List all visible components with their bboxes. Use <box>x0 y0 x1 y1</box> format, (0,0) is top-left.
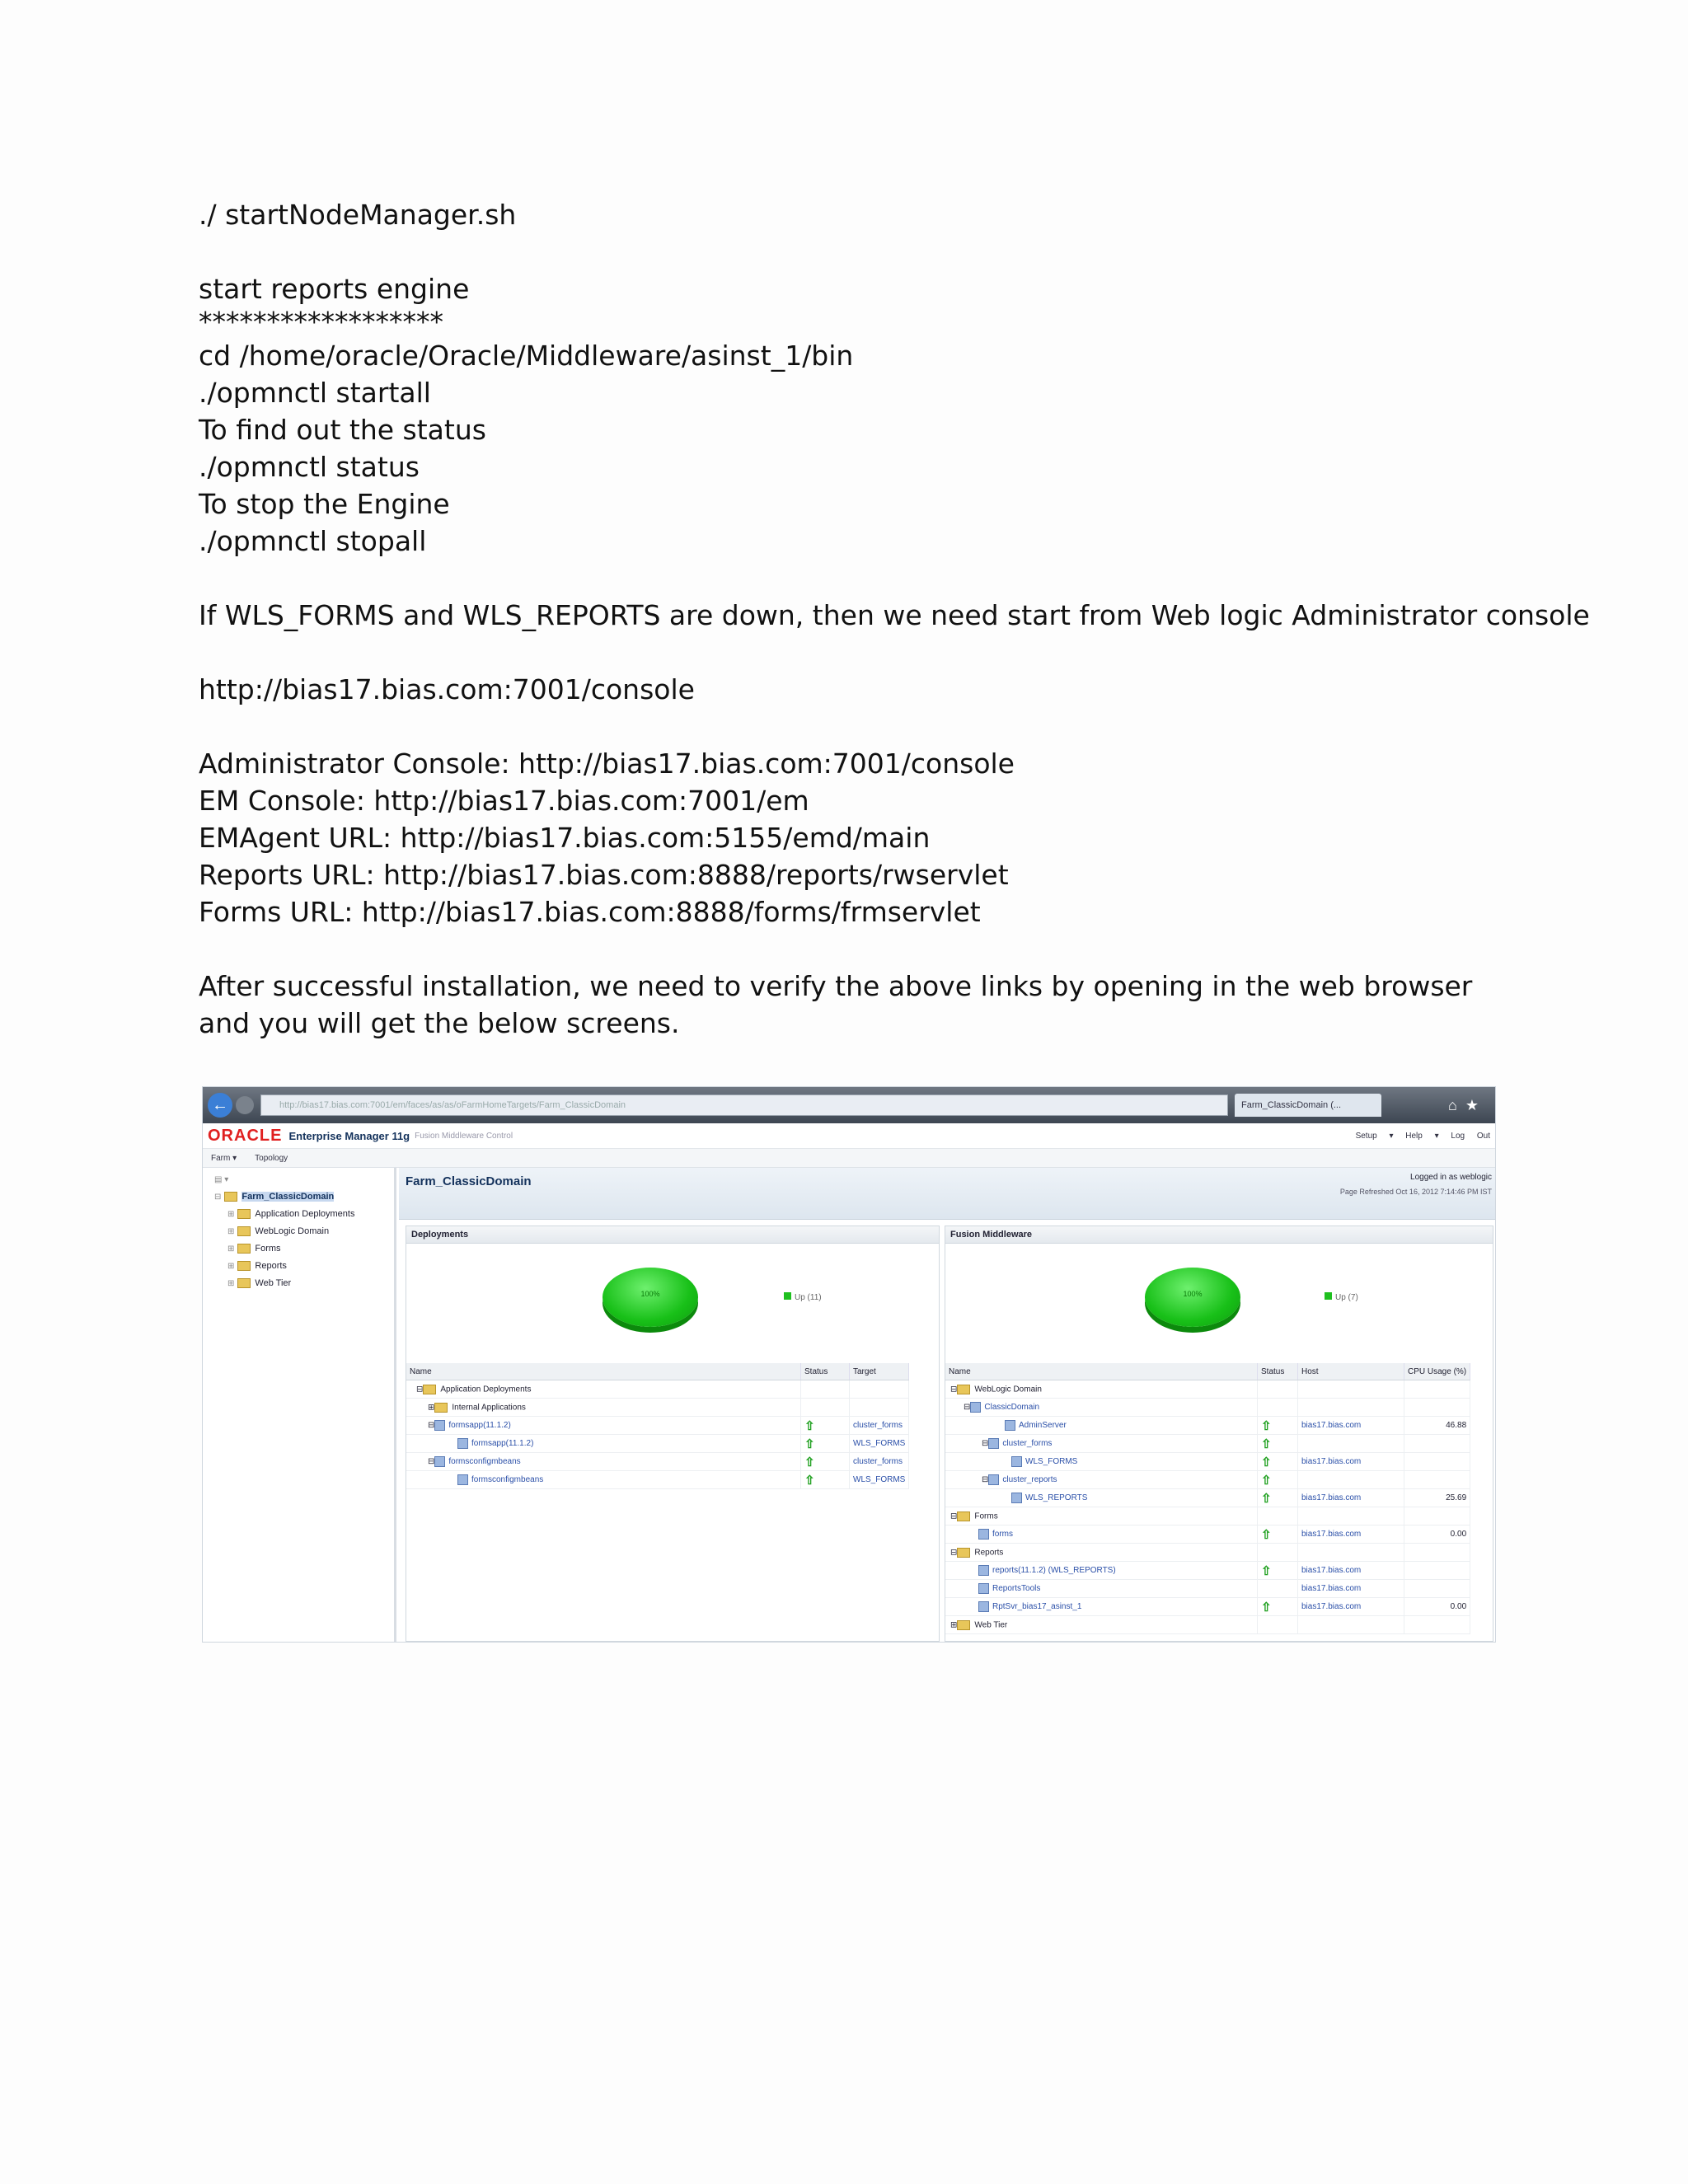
nav-root-icon: ▤ ▾ <box>214 1175 229 1184</box>
table-row[interactable]: AdminServer ⇧ bias17.bias.com 46.88 <box>945 1417 1470 1435</box>
browser-bar <box>203 1087 1495 1123</box>
nav-item[interactable]: ⊞ Reports <box>227 1261 287 1271</box>
nav-item[interactable]: ⊞ Forms <box>227 1244 281 1254</box>
oracle-logo: ORACLE <box>208 1126 283 1145</box>
target-navigation <box>203 1168 396 1642</box>
console-link[interactable]: http://bias17.bias.com:7001/console <box>199 673 695 705</box>
text-line: If WLS_FORMS and WLS_REPORTS are down, then we need start from Web logic Administrator console <box>199 599 1590 631</box>
table-row[interactable]: forms ⇧ bias17.bias.com 0.00 <box>945 1526 1470 1544</box>
deployments-panel <box>406 1226 940 1642</box>
table-row[interactable]: ⊟ formsapp(11.1.2) ⇧ cluster_forms <box>406 1417 909 1435</box>
table-row[interactable]: WLS_REPORTS ⇧ bias17.bias.com 25.69 <box>945 1489 1470 1507</box>
product-title: Enterprise Manager 11g <box>288 1129 410 1142</box>
browser-tab[interactable]: Farm_ClassicDomain (... <box>1235 1094 1381 1117</box>
col-header: Host <box>1298 1363 1404 1380</box>
text-line: ./opmnctl status <box>199 451 420 483</box>
nav-item[interactable]: ⊞ Web Tier <box>227 1278 292 1288</box>
table-row[interactable]: reports(11.1.2) (WLS_REPORTS) ⇧ bias17.bias.com <box>945 1562 1470 1580</box>
text-line: Reports URL: http://bias17.bias.com:8888/reports/rwservlet <box>199 859 1009 891</box>
table-row[interactable]: RptSvr_bias17_asinst_1 ⇧ bias17.bias.com 0.00 <box>945 1598 1470 1616</box>
table-row[interactable]: ⊟ WebLogic Domain <box>945 1380 1470 1399</box>
refresh-time: Page Refreshed Oct 16, 2012 7:14:46 PM IST <box>1339 1188 1492 1196</box>
fusion-pie: 100% <box>1145 1268 1240 1327</box>
em-header <box>203 1123 1495 1149</box>
text-line: cd /home/oracle/Oracle/Middleware/asinst_1/bin <box>199 340 854 372</box>
document-body <box>199 196 1590 1042</box>
table-row[interactable]: formsapp(11.1.2) ⇧ WLS_FORMS <box>406 1435 909 1453</box>
back-icon[interactable]: ← <box>208 1093 232 1118</box>
text-line: ****************** <box>199 306 443 338</box>
table-row[interactable]: ⊟ ClassicDomain <box>945 1399 1470 1417</box>
main-content <box>399 1168 1495 1642</box>
col-header: Name <box>406 1363 801 1380</box>
table-row[interactable]: formsconfigmbeans ⇧ WLS_FORMS <box>406 1471 909 1489</box>
em-toolbar <box>203 1149 1495 1168</box>
table-row[interactable]: ⊟ formsconfigmbeans ⇧ cluster_forms <box>406 1453 909 1471</box>
text-line: ./opmnctl stopall <box>199 525 427 557</box>
text-line: EM Console: http://bias17.bias.com:7001/em <box>199 785 809 817</box>
fusion-legend: Up (7) <box>1325 1292 1358 1302</box>
fusion-table <box>945 1363 1470 1634</box>
logged-in: Logged in as weblogic <box>1410 1173 1492 1182</box>
text-line: To find out the status <box>199 414 486 446</box>
table-row[interactable]: ⊟ Application Deployments <box>406 1380 909 1399</box>
header-menu[interactable]: Setup ▾ Help ▾ Log Out <box>1355 1131 1490 1141</box>
forward-icon[interactable] <box>236 1096 254 1114</box>
farm-menu[interactable]: Farm ▾ <box>211 1153 237 1163</box>
table-row[interactable]: WLS_FORMS ⇧ bias17.bias.com <box>945 1453 1470 1471</box>
text-line: ./opmnctl startall <box>199 377 431 409</box>
text-line: start reports engine <box>199 273 470 305</box>
table-row[interactable]: ReportsTools bias17.bias.com <box>945 1580 1470 1598</box>
topology-button[interactable]: Topology <box>255 1153 288 1163</box>
panel-title: Fusion Middleware <box>945 1226 1493 1244</box>
text-line: To stop the Engine <box>199 488 450 520</box>
deployments-table <box>406 1363 909 1489</box>
col-header: CPU Usage (%) <box>1404 1363 1470 1380</box>
address-bar[interactable]: http://bias17.bias.com:7001/em/faces/as/as/oFarmHomeTargets/Farm_ClassicDomain <box>260 1094 1228 1116</box>
home-star-icons[interactable]: ⌂★ <box>1447 1096 1487 1113</box>
text-paragraph: After successful installation, we need to verify the above links by opening in the web browser and you will get the below screens. <box>199 970 1473 1039</box>
em-screenshot <box>202 1086 1496 1643</box>
deployments-pie: 100% <box>603 1268 698 1327</box>
nav-item-farm[interactable]: ⊟ Farm_ClassicDomain <box>214 1192 335 1202</box>
col-header: Target <box>850 1363 909 1380</box>
table-row[interactable]: ⊞ Web Tier <box>945 1616 1470 1634</box>
fusion-middleware-panel <box>945 1226 1493 1642</box>
text-line: EMAgent URL: http://bias17.bias.com:5155/emd/main <box>199 822 931 854</box>
table-row[interactable]: ⊟ cluster_reports ⇧ <box>945 1471 1470 1489</box>
text-line: Forms URL: http://bias17.bias.com:8888/forms/frmservlet <box>199 896 981 928</box>
text-line: ./ startNodeManager.sh <box>199 199 517 231</box>
nav-item[interactable]: ⊞ Application Deployments <box>227 1209 355 1219</box>
table-row[interactable]: ⊟ Reports <box>945 1544 1470 1562</box>
text-line: Administrator Console: http://bias17.bias.com:7001/console <box>199 748 1015 780</box>
table-row[interactable]: ⊞ Internal Applications <box>406 1399 909 1417</box>
col-header: Status <box>1258 1363 1298 1380</box>
deployments-legend: Up (11) <box>784 1292 822 1302</box>
product-subtitle: Fusion Middleware Control <box>415 1131 513 1141</box>
page-title: Farm_ClassicDomain <box>406 1174 532 1188</box>
panel-title: Deployments <box>406 1226 939 1244</box>
col-header: Status <box>801 1363 850 1380</box>
col-header: Name <box>945 1363 1258 1380</box>
table-row[interactable]: ⊟ Forms <box>945 1507 1470 1526</box>
page-header <box>399 1168 1495 1220</box>
nav-item[interactable]: ⊞ WebLogic Domain <box>227 1226 330 1236</box>
table-row[interactable]: ⊟ cluster_forms ⇧ <box>945 1435 1470 1453</box>
